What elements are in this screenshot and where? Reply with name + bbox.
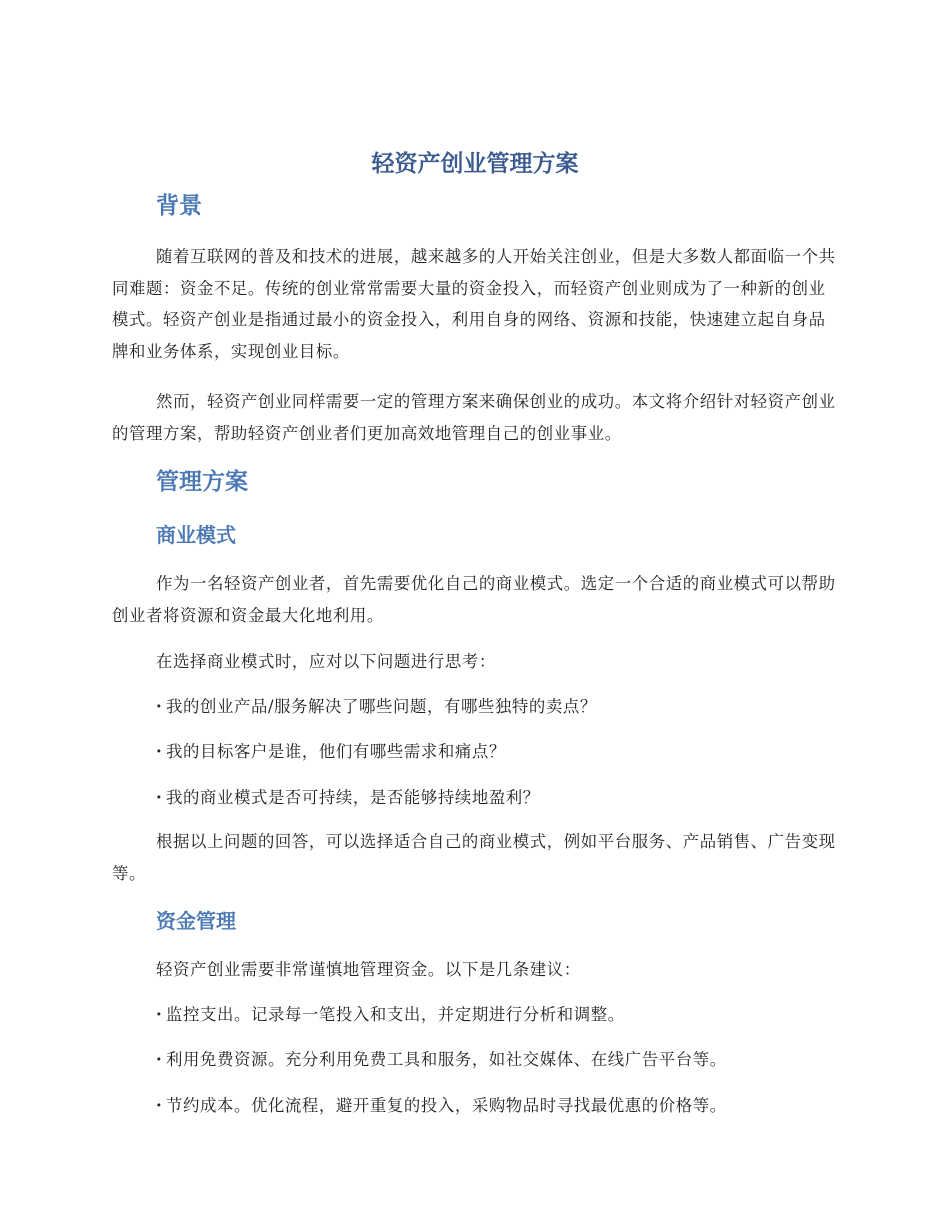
funds-intro: 轻资产创业需要非常谨慎地管理资金。以下是几条建议： xyxy=(156,960,581,979)
paragraph-background-2: 然而，轻资产创业同样需要一定的管理方案来确保创业的成功。本文将介绍针对轻资产创业的管理方案，帮助轻资产创业者们更加高效地管理自己的创业事业。 xyxy=(112,392,836,443)
heading-funds-management: 资金管理 xyxy=(156,909,236,933)
bullet-icon: · xyxy=(156,697,163,716)
list-item xyxy=(156,737,846,767)
list-item xyxy=(156,1000,846,1030)
paragraph-business-model-1: 作为一名轻资产创业者，首先需要优化自己的商业模式。选定一个合适的商业模式可以帮助创业者将资源和资金最大化地利用。 xyxy=(112,574,836,625)
business-model-intro: 在选择商业模式时，应对以下问题进行思考： xyxy=(156,652,496,671)
bullet-icon: · xyxy=(156,1005,163,1024)
heading-business-model: 商业模式 xyxy=(156,523,236,547)
list-item-text: 利用免费资源。充分利用免费工具和服务，如社交媒体、在线广告平台等。 xyxy=(166,1050,727,1069)
list-item xyxy=(156,1045,846,1075)
bullet-icon: · xyxy=(156,742,163,761)
list-item-text: 节约成本。优化流程，避开重复的投入，采购物品时寻找最优惠的价格等。 xyxy=(166,1096,727,1115)
bullet-icon: · xyxy=(156,788,163,807)
document-title: 轻资产创业管理方案 xyxy=(371,151,579,177)
paragraph-business-model-2: 根据以上问题的回答，可以选择适合自己的商业模式，例如平台服务、产品销售、广告变现等。 xyxy=(112,832,836,883)
list-item-text: 我的创业产品/服务解决了哪些问题，有哪些独特的卖点？ xyxy=(166,697,597,716)
list-item-text: 我的目标客户是谁，他们有哪些需求和痛点？ xyxy=(166,742,506,761)
list-item-text: 我的商业模式是否可持续，是否能够持续地盈利？ xyxy=(166,788,540,807)
list-item xyxy=(156,692,846,722)
list-item-text: 监控支出。记录每一笔投入和支出，并定期进行分析和调整。 xyxy=(166,1005,625,1024)
list-item xyxy=(156,783,846,813)
heading-management: 管理方案 xyxy=(156,469,248,495)
list-item xyxy=(156,1091,846,1121)
bullet-icon: · xyxy=(156,1096,163,1115)
heading-background: 背景 xyxy=(156,193,202,219)
bullet-icon: · xyxy=(156,1050,163,1069)
paragraph-background-1: 随着互联网的普及和技术的进展，越来越多的人开始关注创业，但是大多数人都面临一个共同难题：资金不足。传统的创业常常需要大量的资金投入，而轻资产创业则成为了一种新的创业模式。轻资产创业是指通过最小的资金投入，利用自身的网络、资源和技能，快速建立起自身品牌和业务体系，实现创业目标。 xyxy=(112,247,836,361)
